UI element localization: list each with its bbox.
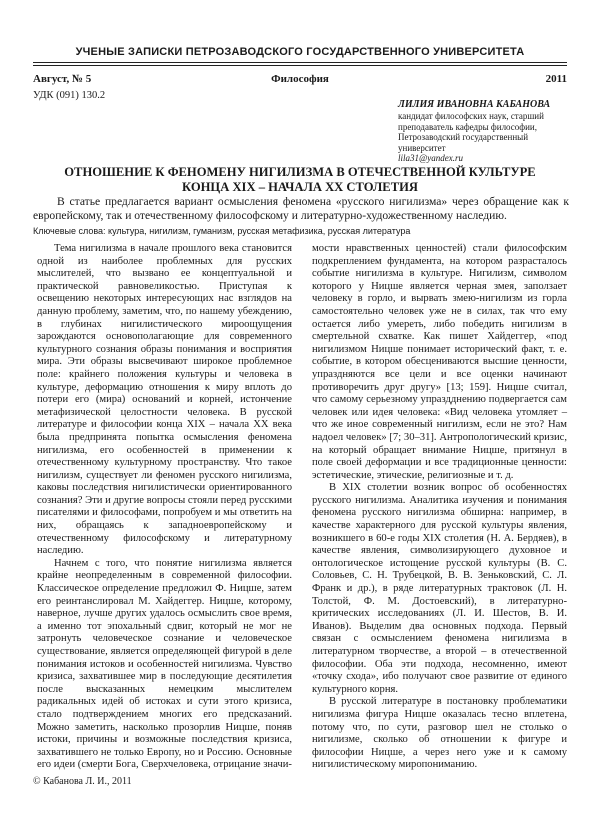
author-name: ЛИЛИЯ ИВАНОВНА КАБАНОВА xyxy=(398,99,551,110)
article-title-line-1: ОТНОШЕНИЕ К ФЕНОМЕНУ НИГИЛИЗМА В ОТЕЧЕСТВЕННОЙ КУЛЬТУРЕ xyxy=(64,165,536,179)
article-title-line-2: КОНЦА XIX – НАЧАЛА XX СТОЛЕТИЯ xyxy=(182,180,418,194)
article-title xyxy=(30,165,570,195)
body-paragraph: Начнем с того, что понятие нигилизма является крайне неопределенным в современной философии. Классическое определение предложил Ф. Ницше, затем его реинтанслировал М. Хайдеггер. Ницше, которому, наверное, лучше других удалось осмыслить свое время, а именно тот эпохальный сдвиг, который не мог не затронуть человеческое сознание и человеческое существование, является определяющей фигурой в деле понимания истоков и особенностей нигилизма. Чувство кризиса, захватившее мир в последующие десятилетия после высказанных немецким мыслителем радикальных идей об истоках и сути этого кризиса, стало подтверждением многих его предсказаний. Можно заметить, насколько прозорлив Ницше, поняв истоки, причины и возможные последствия кризиса, захватившего не только Европу, но и Россию. Основные его идеи (смерти Бога, Сверхчеловека, отрицание значи- xyxy=(37,557,292,771)
body-paragraph: В XIX столетии возник вопрос об особенностях русского нигилизма. Аналитика изучения и понимания феномена русского нигилизма обширна: например, в качестве характерного для русской культуры явления, возникшего в 60-е годы XIX столетия (Н. А. Бердяев), в качестве явления, символизирующего духовное и онтологическое истощение русской культуры (В. С. Соловьев, С. Н. Трубецкой, В. В. Зеньковский, С. Л. Франк и др.), в ряде литературных трактовок (Л. Н. Толстой, Ф. М. Достоевский), в литературно-критических исследованиях (Л. И. Шестов, В. И. Иванов). Выделим два основных подхода. Первый связан с осмыслением феномена нигилизма в литературном творчестве, а второй – в отечественной философии. Оба эти подхода, несомненно, имеют «точку схода», ибо получают свое развитие от единого культурного корня. xyxy=(312,482,567,695)
copyright-notice: © Кабанова Л. И., 2011 xyxy=(33,776,132,787)
author-email[interactable]: lila31@yandex.ru xyxy=(398,153,464,164)
journal-title: УЧЕНЫЕ ЗАПИСКИ ПЕТРОЗАВОДСКОГО ГОСУДАРСТВЕННОГО УНИВЕРСИТЕТА xyxy=(75,46,525,58)
section-label: Философия xyxy=(271,73,329,85)
year-label: 2011 xyxy=(545,73,567,85)
body-paragraph: мости нравственных ценностей) стали философским подкреплением фундамента, на котором разрасталось событие нигилизма в культуре. Нигилизм, символом которого у Ницше является черная змея, заползает человеку в горло, и вырвать змею-нигилизм из горла самостоятельно человек уже не в силах, так что ему остается либо умереть, либо победить нигилизм в смертельной схватке. Как пишет Хайдеггер, «под нигилизмом Ницше понимает исторический факт, т. е. событие, в котором обесцениваются высшие ценности, упраздняются все цели и все оценки начинают противоречить друг другу» [13; 159]. Ницше считал, что самому серьезному упраздднению подвергается сам человек или идея человека: «Вид человека утомляет – что же иное современный нигилизм, если не это? Нам надоел человек» [7; 30–31]. Антропологический кризис, на который обращает внимание Ницше, притянул в поле своей деформации и все традиционные ценности: эстетические, этические, религиозные и т. д. xyxy=(312,243,567,481)
keywords: Ключевые слова: культура, нигилизм, гуманизм, русская метафизика, русская литература xyxy=(33,226,411,236)
body-paragraph: В русской литературе в постановку проблематики нигилизма фигура Ницше оказалась тесно вплетена, потому что, по сути, разговор шел не столько о нигилизме, сколько об отношении к фигуре и философии Ницше, а через него уже и к самому нигилистическому миропониманию. xyxy=(312,696,567,771)
body-column-left xyxy=(37,243,292,771)
author-affiliation-block xyxy=(398,111,570,164)
body-paragraph: Тема нигилизма в начале прошлого века становится одной из наиболее проблемных для русских мыслителей, что вызвано ее концептуальной и практической равновеликостью. Приступая к освещению некоторых интересующих нас взглядов на данную проблему, заметим, что, по нашему убеждению, в глубинах нигилистического мироощущения зарождаются основополагающие для современного культурного сознания образы понимания и восприятия мира. Эти образы высвечивают широкое проблемное поле: крайнего положения культуры и человека в культуре, деформацию отношения к миру вплоть до потери его (мира) оснований и корней, истончение метафизической целостности человека. В русской литературе и философии конца XIX – начала XX века была предпринята попытка осмысления феномена нигилизма, его особенностей в применении к отечественному культурному пространству. Что такое нигилизм, существует ли феномен русского нигилизма, каковы последствия нигилистически ориентированного сознания? Эти и другие вопросы стояли перед русскими писателями и философами, попробуем и мы ответить на них, обращаясь к западноевропейскому и отечественному философскому и литературному наследию. xyxy=(37,243,292,557)
udk-code: УДК (091) 130.2 xyxy=(33,90,106,101)
issue-label: Август, № 5 xyxy=(33,73,92,85)
header-rule-bottom xyxy=(33,65,567,66)
body-column-right xyxy=(312,243,567,771)
header-rule-top xyxy=(33,62,567,63)
author-affiliation: кандидат философских наук, старший преподаватель кафедры философии, Петрозаводский государственный университет xyxy=(398,111,544,153)
abstract: В статье предлагается вариант осмысления феномена «русского нигилизма» через обращение как к европейскому, так и отечественному философскому и литературно-художественному наследию. xyxy=(33,195,569,222)
